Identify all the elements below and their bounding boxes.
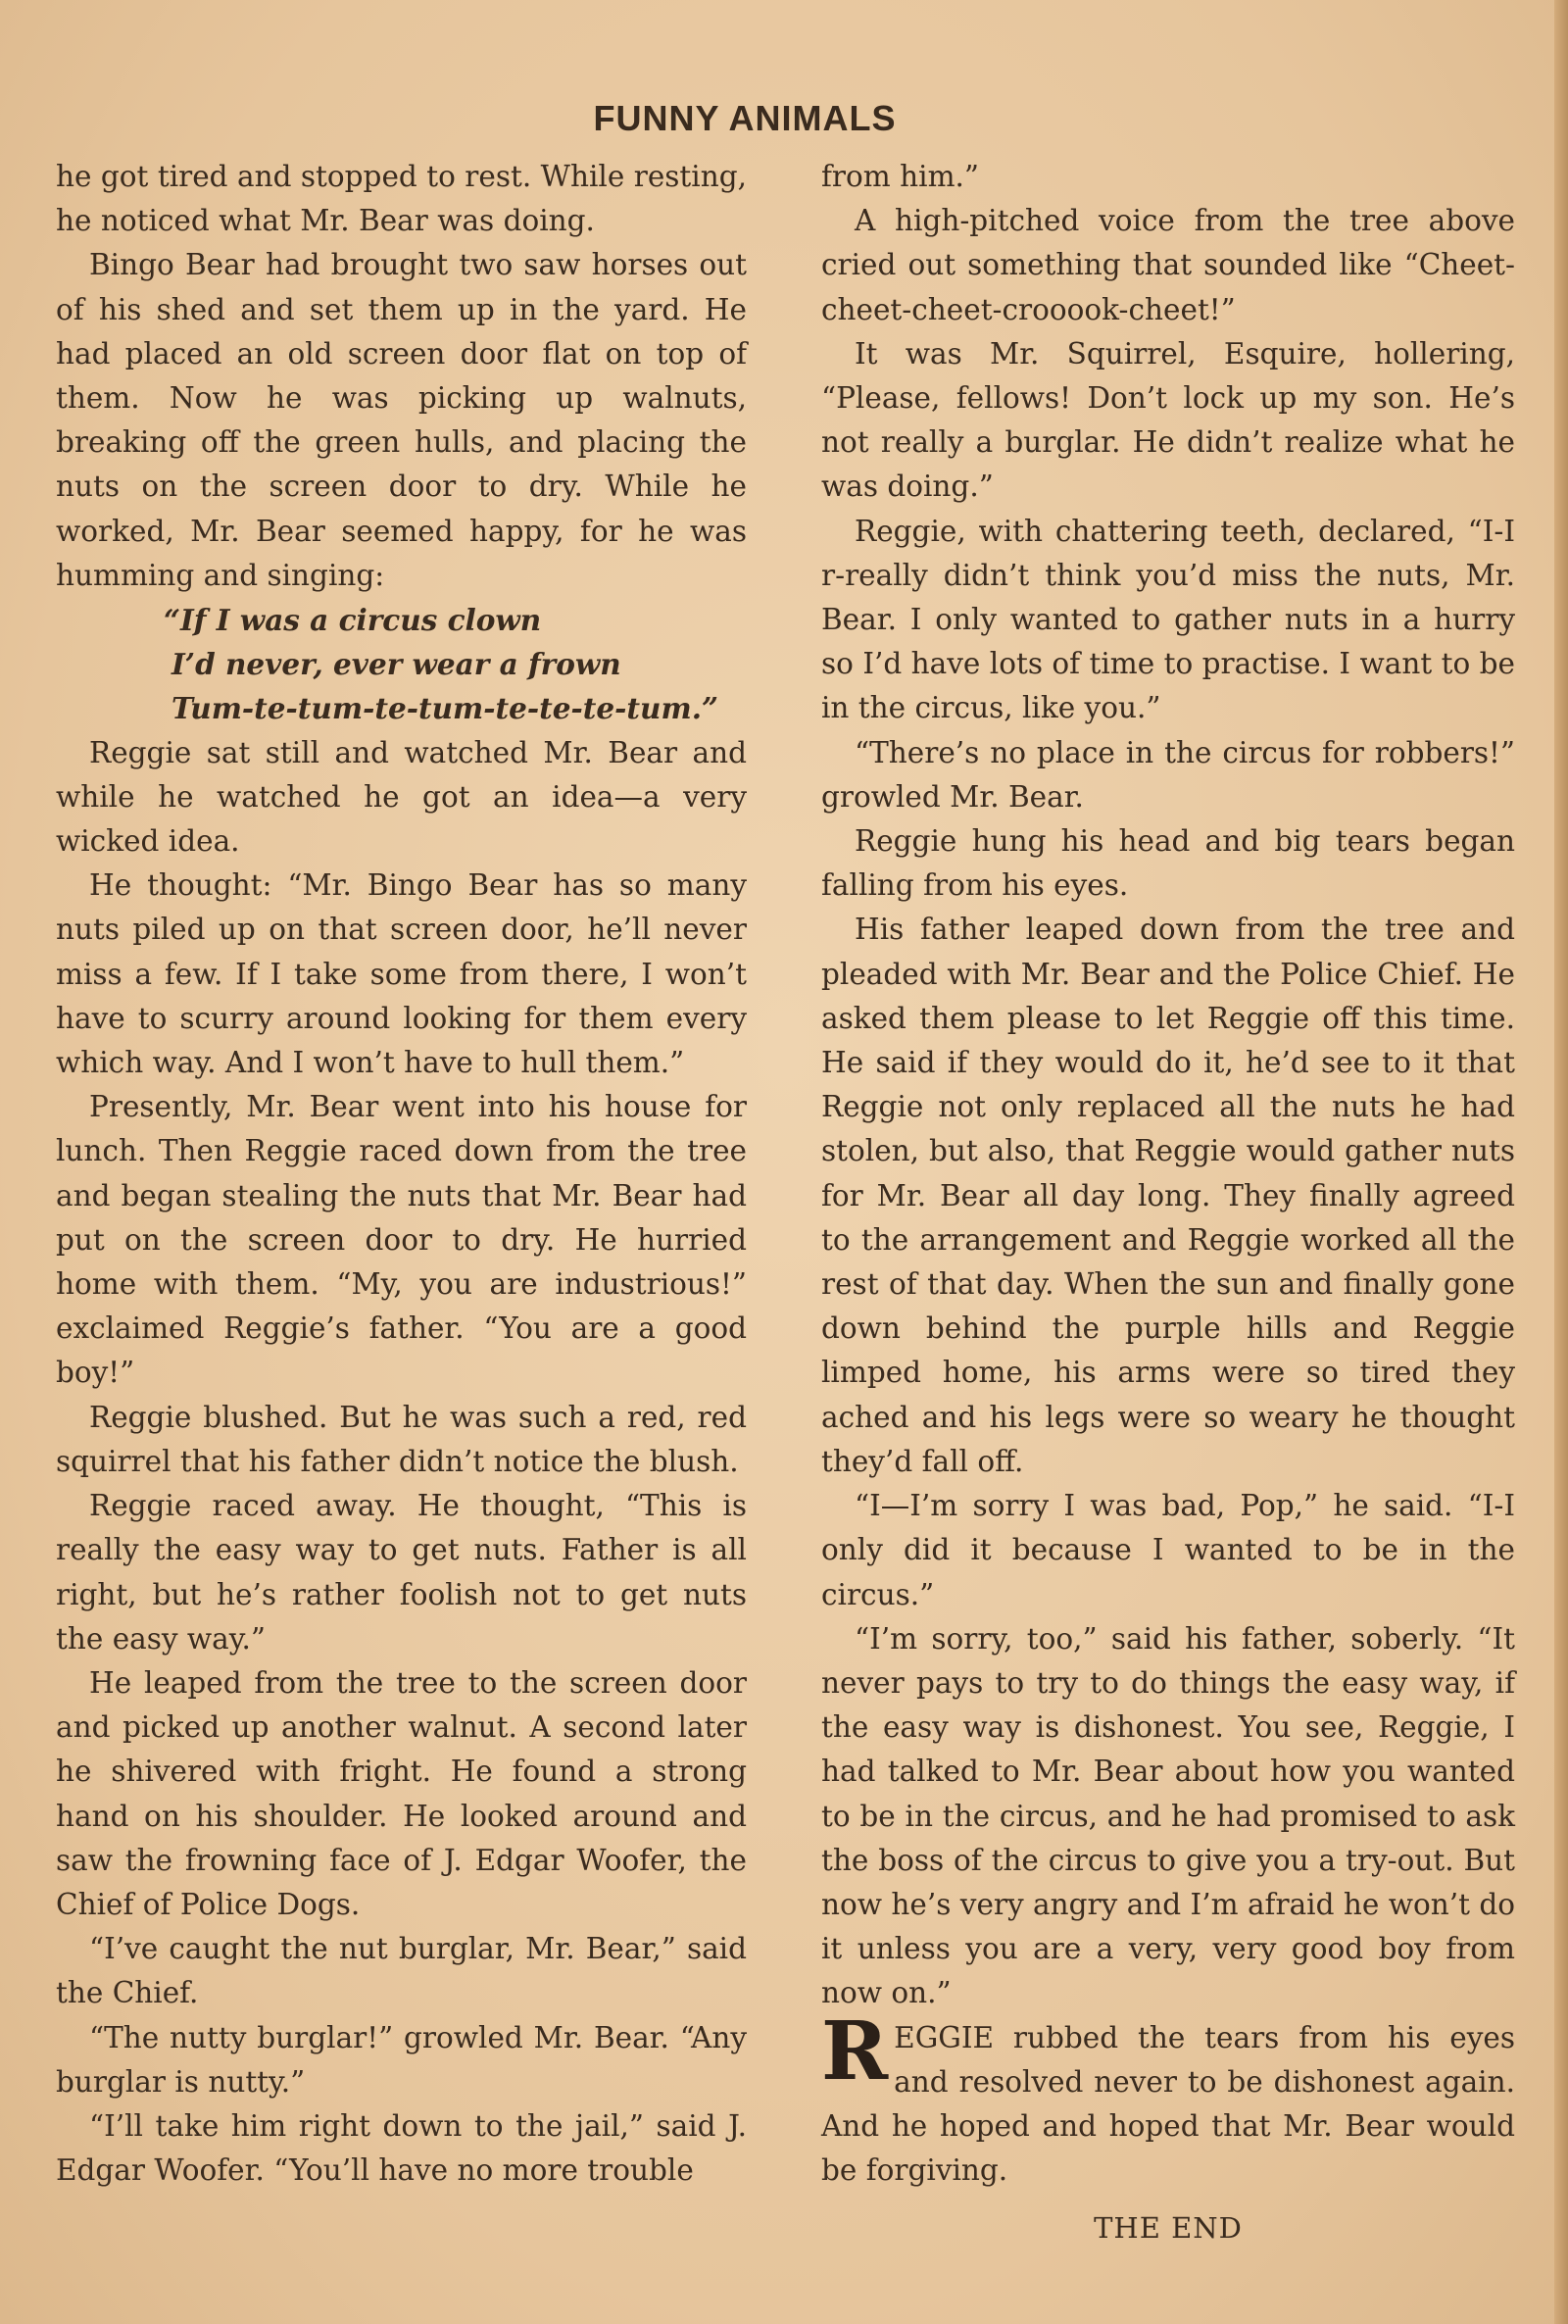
paragraph: “I’m sorry, too,” said his father, soberly. “It never pays to try to do things the easy way, if the easy way is dishonest. You see, Reggie, I had talked to Mr. Bear about how you wanted to be in the circus, and he had promised to ask the boss of the circus to give you a try-out. But now he’s very angry and I’m afraid he won’t do it unless you are a very, very good boy from now on.” — [821, 1621, 1515, 2010]
paragraph: His father leaped down from the tree and pleaded with Mr. Bear and the Police Chief. He asked them please to let Reggie off this time. He said if they would do it, he’d see to it that Reggie not only replaced all the nuts he had stolen, but also, that Reggie would gather nuts for Mr. Bear all day long. They finally agreed to the arrangement and Reggie worked all the rest of that day. When the sun and finally gone down behind the purple hills and Reggie limped home, his arms were so tired they ached and his legs were so weary he thought they’d fall off. — [821, 913, 1515, 1478]
drop-cap: R — [821, 2003, 889, 2099]
paragraph: Reggie hung his head and big tears began falling from his eyes. — [821, 824, 1515, 903]
song-verse — [56, 598, 747, 731]
paragraph: “There’s no place in the circus for robbers!” growled Mr. Bear. — [821, 735, 1515, 814]
paragraph: It was Mr. Squirrel, Esquire, hollering, “Please, fellows! Don’t lock up my son. He’s not really a burglar. He didn’t realize what he was doing.” — [821, 336, 1515, 504]
paragraph: A high-pitched voice from the tree above cried out something that sounded like “Cheet-cheet-cheet-crooook-cheet!” — [821, 204, 1515, 326]
left-column — [56, 155, 747, 2193]
verse-line: Tum-te-tum-te-tum-te-te-te-tum.” — [172, 691, 718, 726]
verse-line: I’d never, ever wear a frown — [172, 647, 621, 682]
paragraph: Reggie, with chattering teeth, declared, “I-I r-really didn’t think you’d miss the nuts, Mr. Bear. I only wanted to gather nuts in a hurry so I’d have lots of time to practise. I want to be in the circus, like you.” — [821, 514, 1515, 725]
paragraph: “I’ll take him right down to the jail,” said J. Edgar Woofer. “You’ll have no more trouble — [56, 2108, 747, 2188]
paragraph: He thought: “Mr. Bingo Bear has so many nuts piled up on that screen door, he’ll never miss a few. If I take some from there, I won’t have to scurry around looking for them every which way. And I won’t have to hull them.” — [56, 868, 747, 1080]
the-end-label: THE END — [1094, 2211, 1243, 2246]
paragraph: he got tired and stopped to rest. While resting, he noticed what Mr. Bear was doing. — [56, 160, 747, 238]
verse-line: “If I was a circus clown — [164, 603, 542, 638]
final-paragraph-text: EGGIE rubbed the tears from his eyes and resolved never to be dishonest again. And he hoped and hoped that Mr. Bear would be forgiving. — [821, 2020, 1515, 2188]
paragraph: “The nutty burglar!” growled Mr. Bear. “Any burglar is nutty.” — [56, 2020, 747, 2099]
paragraph: Bingo Bear had brought two saw horses out of his shed and set them up in the yard. He had placed an old screen door flat on top of them. Now he was picking up walnuts, breaking off the green hulls, and placing the nuts on the screen door to dry. While he worked, Mr. Bear seemed happy, for he was humming and singing: — [56, 248, 747, 592]
page-edge — [1554, 0, 1568, 2324]
paragraph: Reggie sat still and watched Mr. Bear and while he watched he got an idea—a very wicked idea. — [56, 735, 747, 859]
paragraph: “I’ve caught the nut burglar, Mr. Bear,” said the Chief. — [56, 1932, 747, 2010]
right-column — [821, 155, 1515, 2251]
paragraph: He leaped from the tree to the screen door and picked up another walnut. A second later he shivered with fright. He found a strong hand on his shoulder. He looked around and saw the frowning face of J. Edgar Woofer, the Chief of Police Dogs. — [56, 1665, 747, 1921]
final-paragraph — [821, 2003, 1515, 2194]
paragraph: “I—I’m sorry I was bad, Pop,” he said. “I-I only did it because I wanted to be in the circus.” — [821, 1489, 1515, 1611]
paragraph: Reggie raced away. He thought, “This is really the easy way to get nuts. Father is all right, but he’s rather foolish not to get nuts the easy way.” — [56, 1489, 747, 1656]
paragraph: from him.” — [821, 160, 979, 193]
paragraph: Presently, Mr. Bear went into his house for lunch. Then Reggie raced down from the tree and began stealing the nuts that Mr. Bear had put on the screen door to dry. He hurried home with them. “My, you are industrious!” exclaimed Reggie’s father. “You are a good boy!” — [56, 1090, 747, 1390]
paragraph: Reggie blushed. But he was such a red, red squirrel that his father didn’t notice the blush. — [56, 1400, 747, 1478]
page-title: FUNNY ANIMALS — [593, 98, 897, 138]
